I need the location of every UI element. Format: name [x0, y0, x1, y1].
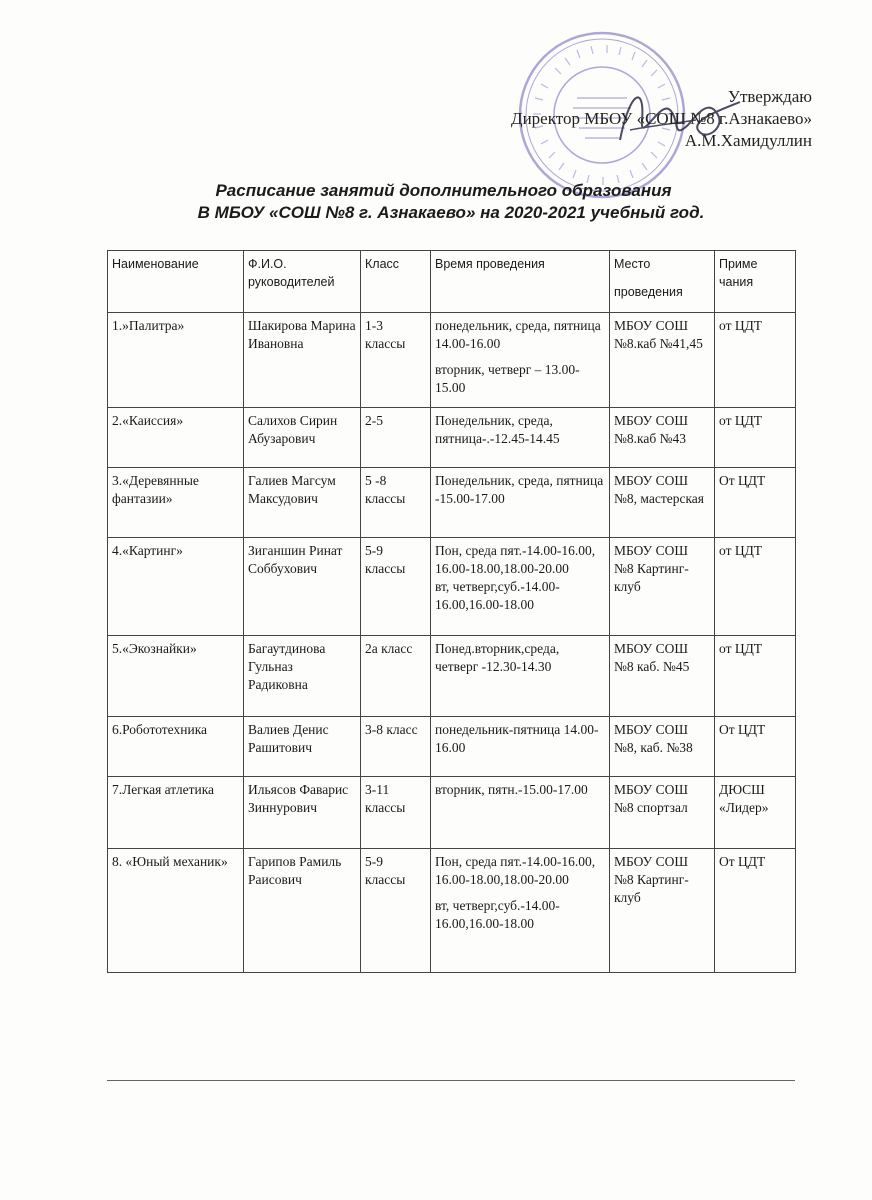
header-name: Наименование [108, 251, 244, 313]
header-place-line1: Место [614, 257, 651, 271]
cell-class: 5-9 классы [361, 849, 431, 973]
cell-place: МБОУ СОШ №8, каб. №38 [610, 717, 715, 777]
header-notes-line1: Приме [719, 257, 758, 271]
approval-approve: Утверждаю [727, 87, 812, 106]
cell-class: 3-11 классы [361, 777, 431, 849]
cell-leader: Салихов Сирин Абузарович [244, 408, 361, 468]
cell-class: 3-8 класс [361, 717, 431, 777]
header-leader [244, 251, 361, 313]
cell-class: 1-3 классы [361, 313, 431, 408]
cell-place: МБОУ СОШ №8, мастерская [610, 468, 715, 538]
header-notes-line2: чания [719, 275, 754, 289]
header-class: Класс [361, 251, 431, 313]
cell-name: 3.«Деревянные фантазии» [108, 468, 244, 538]
cell-leader: Галиев Магсум Максудович [244, 468, 361, 538]
cell-notes: от ЦДТ [715, 408, 796, 468]
cell-time [431, 538, 610, 636]
document-title [0, 180, 872, 224]
header-time: Время проведения [431, 251, 610, 313]
cell-leader: Шакирова Марина Ивановна [244, 313, 361, 408]
cell-class: 5-9 классы [361, 538, 431, 636]
table-row [108, 408, 796, 468]
cell-leader: Ильясов Фаварис Зиннурович [244, 777, 361, 849]
cell-time-part2: вт, четверг,суб.-14.00-16.00,16.00-18.00 [435, 898, 560, 931]
cell-notes: От ЦДТ [715, 468, 796, 538]
table-header-row [108, 251, 796, 313]
cell-name: 1.»Палитра» [108, 313, 244, 408]
cell-place: МБОУ СОШ №8 спортзал [610, 777, 715, 849]
cell-leader: Гарипов Рамиль Раисович [244, 849, 361, 973]
approval-director-name: А.М.Хамидуллин [684, 131, 812, 150]
cell-place: МБОУ СОШ №8.каб №43 [610, 408, 715, 468]
title-line-2: В МБОУ «СОШ №8 г. Азнакаево» на 2020-2021 учебный год. [197, 203, 705, 222]
cell-time: Понедельник, среда, пятница-.-12.45-14.45 [431, 408, 610, 468]
cell-class: 2а класс [361, 636, 431, 717]
cell-notes: от ЦДТ [715, 636, 796, 717]
schedule-table [107, 250, 796, 973]
approval-position: Директор МБОУ «СОШ №8 г.Азнакаево» [510, 109, 812, 128]
header-place-line2: проведения [614, 285, 683, 299]
cell-leader: Багаутдинова Гульназ Радиковна [244, 636, 361, 717]
cell-time: Понед.вторник,среда, четверг -12.30-14.30 [431, 636, 610, 717]
cell-name: 8. «Юный механик» [108, 849, 244, 973]
cell-name: 4.«Картинг» [108, 538, 244, 636]
table-row [108, 717, 796, 777]
cell-notes: ДЮСШ «Лидер» [715, 777, 796, 849]
cell-time-part1: Пон, среда пят.-14.00-16.00, 16.00-18.00,18.00-20.00 [435, 854, 596, 887]
table-row [108, 777, 796, 849]
table-row [108, 849, 796, 973]
header-leader-line1: Ф.И.О. [248, 257, 287, 271]
cell-place: МБОУ СОШ №8.каб №41,45 [610, 313, 715, 408]
cell-time-part1: Пон, среда пят.-14.00-16.00, 16.00-18.00,18.00-20.00 [435, 543, 596, 576]
cell-notes: От ЦДТ [715, 849, 796, 973]
cell-place: МБОУ СОШ №8 каб. №45 [610, 636, 715, 717]
table-bottom-rule [107, 1080, 795, 1081]
table-row [108, 313, 796, 408]
header-leader-line2: руководителей [248, 275, 335, 289]
cell-time [431, 313, 610, 408]
cell-time: понедельник-пятница 14.00-16.00 [431, 717, 610, 777]
table-row [108, 468, 796, 538]
cell-time: вторник, пятн.-15.00-17.00 [431, 777, 610, 849]
cell-name: 2.«Каиссия» [108, 408, 244, 468]
header-notes [715, 251, 796, 313]
cell-place: МБОУ СОШ №8 Картинг-клуб [610, 849, 715, 973]
table-row [108, 538, 796, 636]
table-row [108, 636, 796, 717]
approval-block [511, 86, 812, 152]
cell-notes: от ЦДТ [715, 313, 796, 408]
cell-name: 5.«Экознайки» [108, 636, 244, 717]
cell-time-part2: вт, четверг,суб.-14.00-16.00,16.00-18.00 [435, 579, 560, 612]
cell-name: 6.Робототехника [108, 717, 244, 777]
header-place [610, 251, 715, 313]
cell-time: Понедельник, среда, пятница -15.00-17.00 [431, 468, 610, 538]
cell-notes: От ЦДТ [715, 717, 796, 777]
cell-time-part2: вторник, четверг – 13.00-15.00 [435, 362, 580, 395]
cell-class: 2-5 [361, 408, 431, 468]
cell-time [431, 849, 610, 973]
cell-notes: от ЦДТ [715, 538, 796, 636]
cell-leader: Валиев Денис Рашитович [244, 717, 361, 777]
cell-name: 7.Легкая атлетика [108, 777, 244, 849]
title-line-1: Расписание занятий дополнительного образования [215, 181, 672, 200]
cell-leader: Зиганшин Ринат Соббухович [244, 538, 361, 636]
cell-time-part1: понедельник, среда, пятница 14.00-16.00 [435, 318, 601, 351]
cell-class: 5 -8 классы [361, 468, 431, 538]
cell-place: МБОУ СОШ №8 Картинг-клуб [610, 538, 715, 636]
